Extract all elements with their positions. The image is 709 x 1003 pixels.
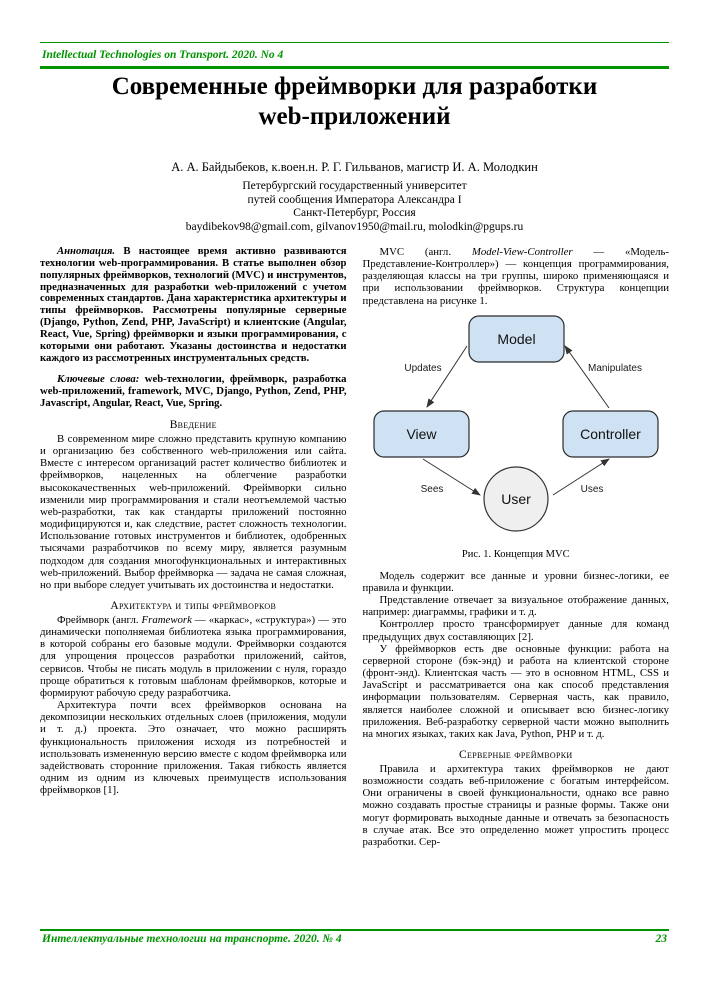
right-column	[363, 246, 670, 848]
view-node-label: View	[406, 425, 437, 442]
journal-header-title: Intellectual Technologies on Transport. 2020. No 4	[42, 49, 284, 61]
journal-header	[40, 42, 669, 69]
section-heading-introduction: Введение	[169, 418, 217, 431]
footer-journal-title: Интеллектуальные технологии на транспорте. 2020. № 4	[42, 933, 342, 945]
affiliation-line-2: путей сообщения Императора Александра I	[247, 193, 462, 206]
sees-edge-label: Sees	[420, 483, 444, 495]
keywords-label: Ключевые слова:	[57, 373, 140, 386]
keywords-text: web-технологии, фреймворк, разработка web-приложений, framework, MVC, Django, Python, Zend, PHP, Javascript, Angular, React, Vue, Spring.	[40, 373, 347, 410]
mvc-paragraph	[363, 246, 670, 307]
left-column	[40, 246, 347, 848]
introduction-paragraph: В современном мире сложно представить крупную компанию и организацию без собственного web-приложения или сайта. Вместе с интересом организаций растет количество библиотек и фреймворков, нацеленных на облегчение разработки высококачественных web-приложений. Фреймворки сильно изменили мир программирования и стали неотъемлемой частью web-разработки, так как стандарты приложений постоянно модифицируются и, как следствие, растет сложность технологии. Использование готовых инструментов и библиотек, одобренных тысячами разработчиков по всему миру, является разумным подходом для создания многофункциональных и интерактивных web-приложений. Выбор фреймворка — задача не самая сложная, но при выборе следует учитывать их достоинства и недостатки.	[40, 432, 347, 591]
framework-term-italic: Framework	[141, 614, 192, 626]
architecture-p1-rest: — «каркас», «структура») — это динамически пополняемая библиотека языка программирования, в которой собраны его базовые модули. Фреймворки создаются для упрощения процессов разработки приложений, сайтов, сервисов. Чтобы не писать модуль в приложении с нуля, гораздо проще обратиться к готовым шаблонам фреймворков, которые и формируют рабочую среду разработчика.	[40, 614, 347, 699]
manipulates-edge-label: Manipulates	[587, 362, 642, 374]
page-title	[0, 72, 709, 132]
architecture-paragraph-1	[40, 614, 347, 699]
authors-emails: baydibekov98@gmail.com, gilvanov1950@mail.ru, molodkin@pgups.ru	[185, 220, 524, 233]
model-node-label: Model	[497, 330, 536, 347]
section-heading-server-frameworks: Серверные фреймворки	[459, 748, 573, 761]
affiliation-line-1: Петербургский государственный университет	[242, 180, 467, 192]
controller-paragraph: Контроллер просто трансформирует данные для команд предыдущих двух составляющих [2].	[362, 618, 669, 643]
abstract-label: Аннотация.	[57, 245, 116, 257]
keywords-paragraph	[40, 374, 347, 410]
architecture-paragraph-2: Архитектура почти всех фреймворков основана на декомпозиции нескольких отдельных слоев (приложения, модули и т. д.) проекта. Это означает, что можно расширять функциональность приложения исходя из потребностей и использовать измененную версию вместе с кодом фреймворка или задействовать сторонние приложения. Такая гибкость является одним из одним из ключевых преимуществ использования фреймворков [1].	[40, 699, 347, 797]
mvc-p-rest: — «Модель-Представление-Контроллер») — концепция программирования, разделяющая классы на три группы, широко применяющаяся и при использовании фреймворков. Структура концепции представлена на рисунке 1.	[362, 246, 669, 307]
mvc-p-text: MVC (англ.	[379, 246, 472, 258]
uses-edge-label: Uses	[580, 483, 604, 495]
updates-edge-label: Updates	[404, 362, 442, 374]
authors-line: А. А. Байдыбеков, к.воен.н. Р. Г. Гильванов, магистр И. А. Молодкин	[171, 160, 538, 174]
figure-mvc	[363, 315, 670, 560]
mvc-diagram	[363, 315, 669, 537]
page-footer	[40, 929, 669, 945]
figure-caption: Рис. 1. Концепция MVC	[461, 548, 570, 560]
title-line-2: web-приложений	[258, 103, 451, 130]
view-paragraph: Представление отвечает за визуальное отображение данных, например: диаграммы, графики и т. д.	[362, 594, 669, 619]
architecture-p1-text: Фреймворк (англ.	[57, 614, 142, 626]
edge-controller-manipulates-model	[565, 346, 609, 408]
server-frameworks-paragraph: Правила и архитектура таких фреймворков не дают возможности создать веб-приложение с богатым интерфейсом. Они ограничены в своей функциональности, однако все равно можно создавать простые страницы и разные формы. Также они могут формировать выходные данные и отвечать за безопасность в случае атак. Все это определенно может упростить процесс разработки. Сер-	[362, 762, 669, 848]
two-column-layout	[40, 246, 669, 848]
abstract-text: В настоящее время активно развиваются технологии web-программирования. В статье выполнен обзор популярных фреймворков, технологий (MVC) и инструментов, предназначенных для разработки web-приложений с учетом современных стандартов. Дана характеристика архитектуры и типы фреймворков. Рассмотрены популярные серверные (Django, Python, Zend, PHP, JavaScript) и клиентские (Angular, React, Vue, Spring) фреймворки и языки программирования, с которыми они работают. Указаны достоинства и недостатки каждого из рассмотренных инструментальных средств.	[40, 245, 347, 364]
edge-model-updates-view	[427, 346, 467, 407]
authors-block	[0, 160, 709, 234]
user-node-label: User	[500, 490, 531, 507]
section-heading-architecture: Архитектура и типы фреймворков	[110, 600, 277, 612]
affiliation-city: Санкт-Петербург, Россия	[293, 207, 416, 219]
model-paragraph: Модель содержит все данные и уровни бизнес-логики, ее правила и функции.	[362, 569, 669, 594]
controller-node-label: Controller	[579, 425, 641, 442]
abstract-paragraph	[40, 246, 347, 364]
footer-page-number: 23	[655, 933, 667, 945]
functions-paragraph: У фреймворков есть две основные функции: работа на серверной стороне (бэк-энд) и работа на клиентской стороне (фронт-энд). Клиентская часть — это в основном HTML, CSS и JavaScript и рассматривается она как способ представления информации пользователям. Серверная часть, как правило, является наиболее сложной и описывает всю бизнес-логику приложения. Веб-разработку серверной части можно выполнить на многих языках, таких как Java, Python, PHP и т. д.	[362, 642, 669, 740]
mvc-term-italic: Model-View-Controller	[471, 246, 573, 258]
title-line-1: Современные фреймворки для разработки	[111, 73, 598, 100]
